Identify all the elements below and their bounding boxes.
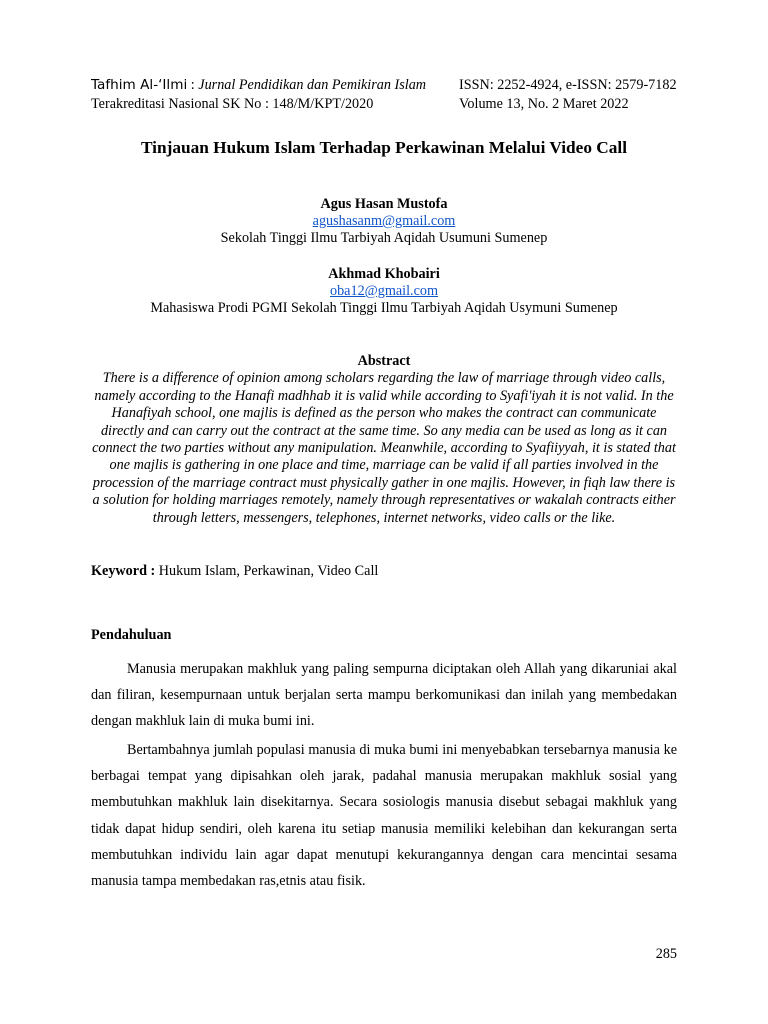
body-paragraph: Manusia merupakan makhluk yang paling sempurna diciptakan oleh Allah yang dikaruniai akal dan filiran, kesempurnaan untuk berjalan serta mampu berkomunikasi dan inilah yang membedakan dengan makhluk lain di muka bumi ini. <box>91 661 677 730</box>
abstract-section <box>91 353 677 527</box>
journal-volume: Volume 13, No. 2 Maret 2022 <box>459 96 629 112</box>
author-block-1 <box>91 196 677 247</box>
journal-issn: ISSN: 2252-4924, e-ISSN: 2579-7182 <box>459 77 677 93</box>
keywords-line <box>91 562 677 580</box>
author-block-2 <box>91 266 677 317</box>
author-email-link[interactable]: agushasanm@gmail.com <box>312 213 456 229</box>
author-email-link[interactable]: oba12@gmail.com <box>329 283 439 299</box>
author-name: Akhmad Khobairi <box>328 266 440 282</box>
journal-separator: : <box>187 77 199 93</box>
journal-page <box>91 0 677 1024</box>
page-number: 285 <box>655 946 677 962</box>
journal-name: Tafhim Al-‘Ilmi <box>91 77 188 93</box>
author-name: Agus Hasan Mustofa <box>320 196 448 212</box>
journal-title <box>91 76 426 95</box>
author-affiliation: Sekolah Tinggi Ilmu Tarbiyah Aqidah Usumuni Sumenep <box>220 230 548 246</box>
author-affiliation: Mahasiswa Prodi PGMI Sekolah Tinggi Ilmu Tarbiyah Aqidah Usymuni Sumenep <box>150 300 618 316</box>
keywords-label: Keyword : <box>91 563 156 579</box>
keywords-value: Hukum Islam, Perkawinan, Video Call <box>155 563 379 579</box>
header-row-1 <box>91 76 677 95</box>
abstract-text: There is a difference of opinion among scholars regarding the law of marriage through video calls, namely according to the Hanafi madhhab it is valid while according to Syafi'iyah it is not valid. In the Hanafiyah school, one majlis is defined as the person who makes the contract can communicate directly and can carry out the contract at the same time. So any media can be used as long as it can connect the two parties without any manipulation. Meanwhile, according to Syafiiyyah, it is stated that one majlis is gathering in one place and time, marriage can be valid if all parties involved in the procession of the marriage contract must physically gather in one majlis. However, in fiqh law there is a solution for holding marriages remotely, namely through representatives or wakalah contracts either through letters, messengers, telephones, internet networks, video calls or the like. <box>92 370 676 526</box>
section-heading: Pendahuluan <box>91 627 172 643</box>
body-paragraph: Bertambahnya jumlah populasi manusia di muka bumi ini menyebabkan tersebarnya manusia ke berbagai tempat yang dipisahkan oleh jarak, padahal manusia merupakan makhluk sosial yang membutuhkan makhluk lain disekitarnya. Secara sosiologis manusia disebut sebagai makhluk yang tidak dapat hidup sendiri, oleh karena itu setiap manusia memiliki kelebihan dan kekurangan serta membutuhkan individu lain agar dapat menutupi kekurangannya dengan cara mencintai sesama manusia tampa membedakan ras,etnis atau fisik. <box>91 742 677 890</box>
header-row-2 <box>91 95 677 114</box>
journal-accreditation: Terakreditasi Nasional SK No : 148/M/KPT/2020 <box>91 96 374 112</box>
abstract-heading: Abstract <box>357 353 411 369</box>
journal-subtitle: Jurnal Pendidikan dan Pemikiran Islam <box>198 77 427 93</box>
journal-header <box>91 76 677 114</box>
article-title: Tinjauan Hukum Islam Terhadap Perkawinan Melalui Video Call <box>140 138 628 157</box>
